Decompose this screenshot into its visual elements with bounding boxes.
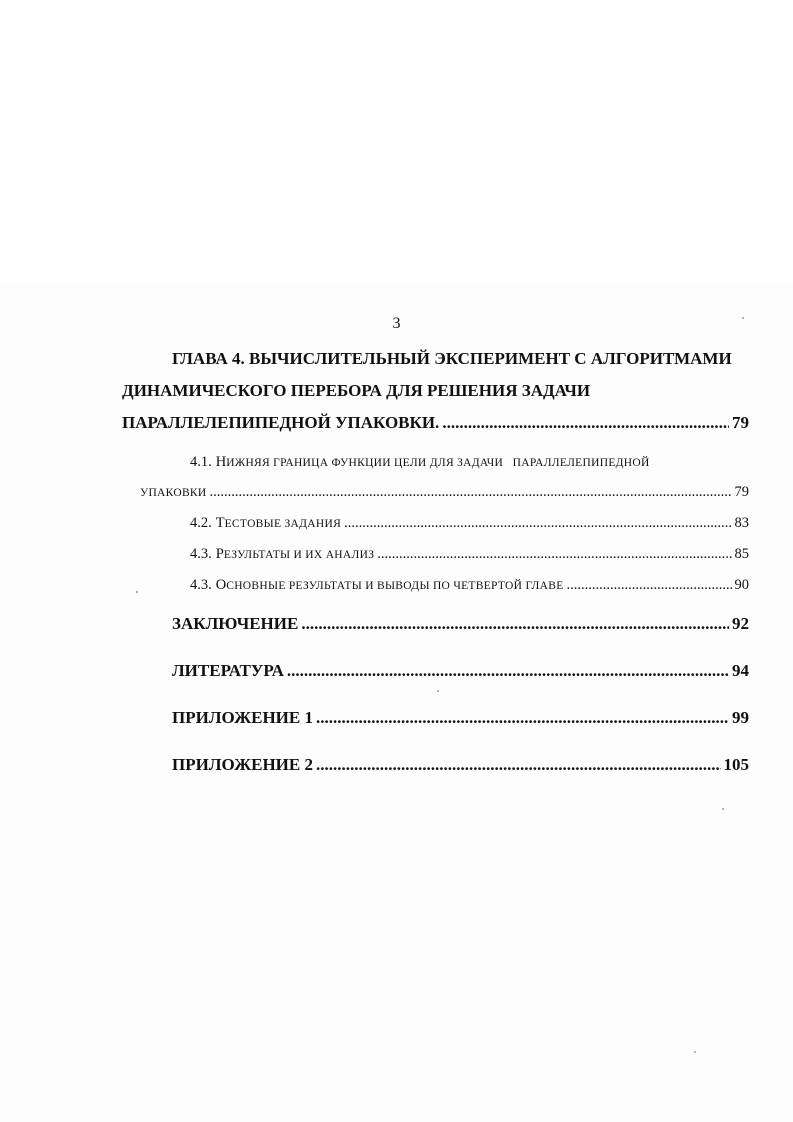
- section-title-rest: ЕЗУЛЬТАТЫ И ИХ АНАЛИЗ: [223, 549, 375, 561]
- toc-entry-4-1-line-1[interactable]: [190, 453, 650, 471]
- toc-page-number: 94: [732, 661, 749, 680]
- dot-leader: [377, 546, 731, 563]
- toc-entry-4-3-results[interactable]: [190, 545, 749, 563]
- toc-page-number: 79: [732, 413, 749, 432]
- scan-speck: [694, 1051, 696, 1053]
- dot-leader: [442, 413, 729, 433]
- section-number: 4.3.: [190, 577, 212, 593]
- toc-entry-chapter-4[interactable]: [122, 413, 749, 433]
- section-title-initial: Н: [215, 454, 227, 470]
- toc-entry-4-2[interactable]: [190, 514, 749, 532]
- toc-page-number: 92: [732, 614, 749, 633]
- section-title-continuation: УПАКОВКИ: [140, 487, 207, 499]
- scan-speck: [136, 591, 138, 593]
- toc-entry-4-1-line-2[interactable]: [140, 484, 749, 501]
- dot-leader: [316, 755, 721, 775]
- scanned-page-area: [0, 282, 793, 1122]
- toc-page-number: 85: [734, 546, 749, 562]
- dot-leader: [567, 577, 732, 594]
- section-number: 4.3.: [190, 546, 212, 562]
- toc-entry-appendix-1[interactable]: [172, 708, 749, 728]
- dot-leader: [301, 614, 729, 634]
- scan-speck: [742, 317, 744, 319]
- toc-entry-title: ЛИТЕРАТУРА: [172, 661, 284, 680]
- section-title-initial: Т: [215, 515, 225, 531]
- toc-entry-conclusion[interactable]: [172, 614, 749, 634]
- dot-leader: [287, 661, 729, 681]
- toc-page-number: 79: [734, 484, 749, 500]
- section-title-initial: Р: [215, 546, 224, 562]
- scan-speck: [722, 808, 724, 810]
- chapter-title-line-2: ДИНАМИЧЕСКОГО ПЕРЕБОРА ДЛЯ РЕШЕНИЯ ЗАДАЧИ: [122, 381, 591, 400]
- toc-entry-title: ПРИЛОЖЕНИЕ 1: [172, 708, 313, 727]
- scan-speck: [437, 690, 439, 692]
- toc-entry-appendix-2[interactable]: [172, 755, 749, 775]
- chapter-title-line-1: ГЛАВА 4. ВЫЧИСЛИТЕЛЬНЫЙ ЭКСПЕРИМЕНТ С АЛГОРИТМАМИ: [172, 349, 732, 368]
- section-number: 4.1.: [190, 454, 212, 470]
- section-title-rest: ИЖНЯЯ ГРАНИЦА ФУНКЦИИ ЦЕЛИ ДЛЯ ЗАДАЧИ ПАРАЛЛЕЛЕПИПЕДНОЙ: [226, 457, 650, 469]
- toc-entry-4-3-conclusions[interactable]: [190, 576, 749, 594]
- page-number: 3: [392, 315, 401, 332]
- toc-page-number: 90: [734, 577, 749, 593]
- toc-entry-title: ЗАКЛЮЧЕНИЕ: [172, 614, 299, 633]
- toc-page-number: 105: [723, 755, 749, 774]
- toc-entry-literature[interactable]: [172, 661, 749, 681]
- toc-entry-title: ПРИЛОЖЕНИЕ 2: [172, 755, 313, 774]
- toc-page-number: 99: [732, 708, 749, 727]
- dot-leader: [210, 484, 732, 501]
- section-title-rest: ЕСТОВЫЕ ЗАДАНИЯ: [224, 518, 342, 530]
- section-title-initial: О: [215, 577, 227, 593]
- toc-page-number: 83: [734, 515, 749, 531]
- section-number: 4.2.: [190, 515, 212, 531]
- dot-leader: [344, 515, 731, 532]
- section-title-rest: СНОВНЫЕ РЕЗУЛЬТАТЫ И ВЫВОДЫ ПО ЧЕТВЕРТОЙ ГЛАВЕ: [226, 580, 564, 592]
- chapter-title-line-3: ПАРАЛЛЕЛЕПИПЕДНОЙ УПАКОВКИ.: [122, 413, 440, 432]
- dot-leader: [316, 708, 729, 728]
